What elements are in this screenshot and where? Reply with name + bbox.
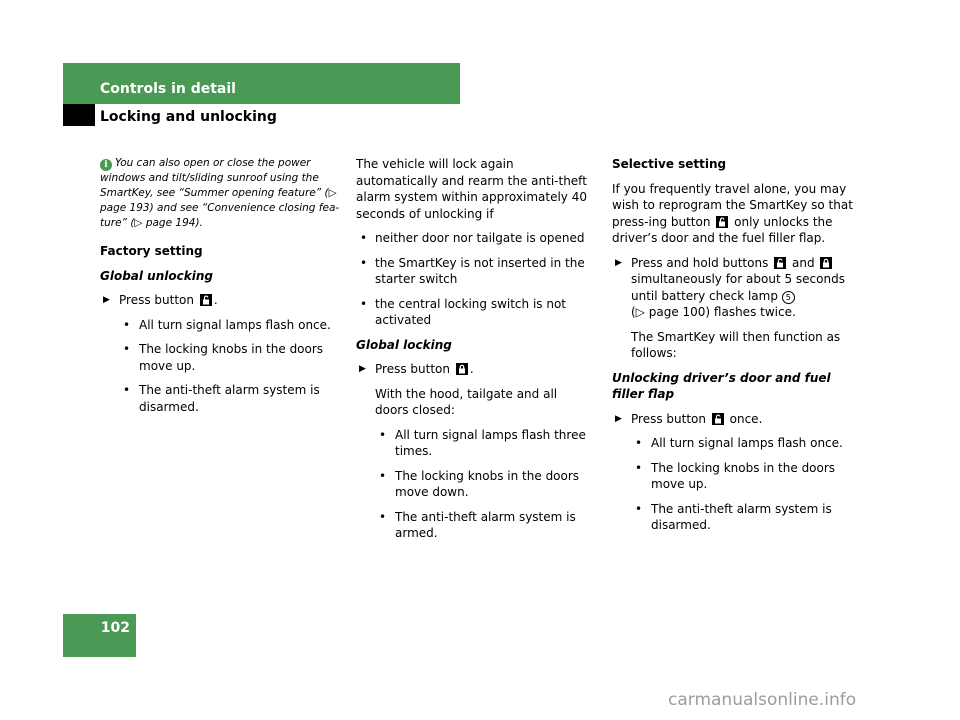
column-2 — [356, 156, 592, 550]
lock-icon — [820, 257, 832, 269]
unlock-icon — [200, 294, 212, 306]
list-item: • The anti-theft alarm system is armed. — [379, 509, 576, 540]
arrow-right-icon: ▶ — [103, 295, 110, 305]
list-item: • neither door nor tailgate is opened — [360, 231, 585, 245]
closed-condition-text: With the hood, tailgate and all doors closed: — [375, 386, 558, 417]
factory-setting-heading: Factory setting — [100, 244, 203, 258]
unlock-icon — [774, 257, 786, 269]
list-item: • All turn signal lamps flash three times. — [379, 427, 586, 458]
unlock-icon — [716, 216, 728, 228]
list-item: • All turn signal lamps flash once. — [635, 436, 843, 450]
lock-icon — [456, 363, 468, 375]
arrow-right-icon: ▶ — [615, 257, 622, 268]
chapter-title: Controls in detail — [100, 81, 236, 97]
action-text: Press button — [119, 293, 194, 307]
unlock-icon — [712, 413, 724, 425]
list-item: • the SmartKey is not inserted in the starter switch — [360, 255, 585, 286]
arrow-right-icon: ▶ — [359, 364, 366, 374]
info-note — [100, 156, 346, 231]
info-icon: i — [100, 159, 112, 171]
auto-lock-intro: The vehicle will lock again automatically and rearm the anti-theft alarm system within approximately 40 seconds of unlocking if — [356, 157, 587, 221]
action-press-unlock-once: ▶ Press button once. — [615, 411, 763, 426]
unlocking-driver-door-heading: Unlocking driver’s door and fuel filler flap — [612, 370, 831, 401]
list-item: • The locking knobs in the doors move down. — [379, 468, 580, 499]
page-number: 102 — [100, 620, 130, 636]
list-item: • The locking knobs in the doors move up. — [635, 460, 836, 491]
column-1 — [100, 156, 346, 423]
list-item: • the central locking switch is not activated — [360, 296, 567, 327]
page-number-box — [63, 614, 136, 657]
section-tab-marker — [63, 104, 95, 126]
watermark: carmanualsonline.info — [668, 690, 857, 710]
action-text: Press button — [375, 362, 450, 376]
action-press-hold: ▶ Press and hold buttons and simultaneously for about 5 seconds until battery check lamp 5 (▷ page 100) flashes twice. — [615, 255, 845, 319]
list-item: • The anti-theft alarm system is disarmed. — [635, 501, 832, 532]
list-item: • The anti-theft alarm system is disarmed. — [123, 383, 320, 414]
list-item: • The locking knobs in the doors move up. — [123, 342, 324, 373]
selective-setting-heading: Selective setting — [612, 157, 727, 171]
action-press-unlock: ▶ Press button . — [103, 293, 218, 307]
info-note-text: You can also open or close the power windows and tilt/sliding sunroof using the SmartKey, see “Summer opening feature” (▷ page 193) and see “Convenience closing fea-ture” (▷ page 194). — [100, 157, 340, 229]
action-press-lock: ▶ Press button . — [359, 362, 474, 376]
global-locking-heading: Global locking — [356, 337, 452, 352]
selective-intro: If you frequently travel alone, you may wish to reprogram the SmartKey so that press-ing button only unlocks the driver’s door and the fuel filler flap. — [612, 181, 853, 245]
section-title: Locking and unlocking — [100, 109, 277, 125]
column-3 — [612, 156, 858, 542]
list-item: • All turn signal lamps flash once. — [123, 317, 331, 332]
function-text: The SmartKey will then function as follows: — [631, 329, 841, 360]
global-unlocking-heading: Global unlocking — [100, 268, 213, 283]
battery-lamp-number: 5 — [782, 291, 795, 304]
arrow-right-icon: ▶ — [615, 413, 622, 424]
